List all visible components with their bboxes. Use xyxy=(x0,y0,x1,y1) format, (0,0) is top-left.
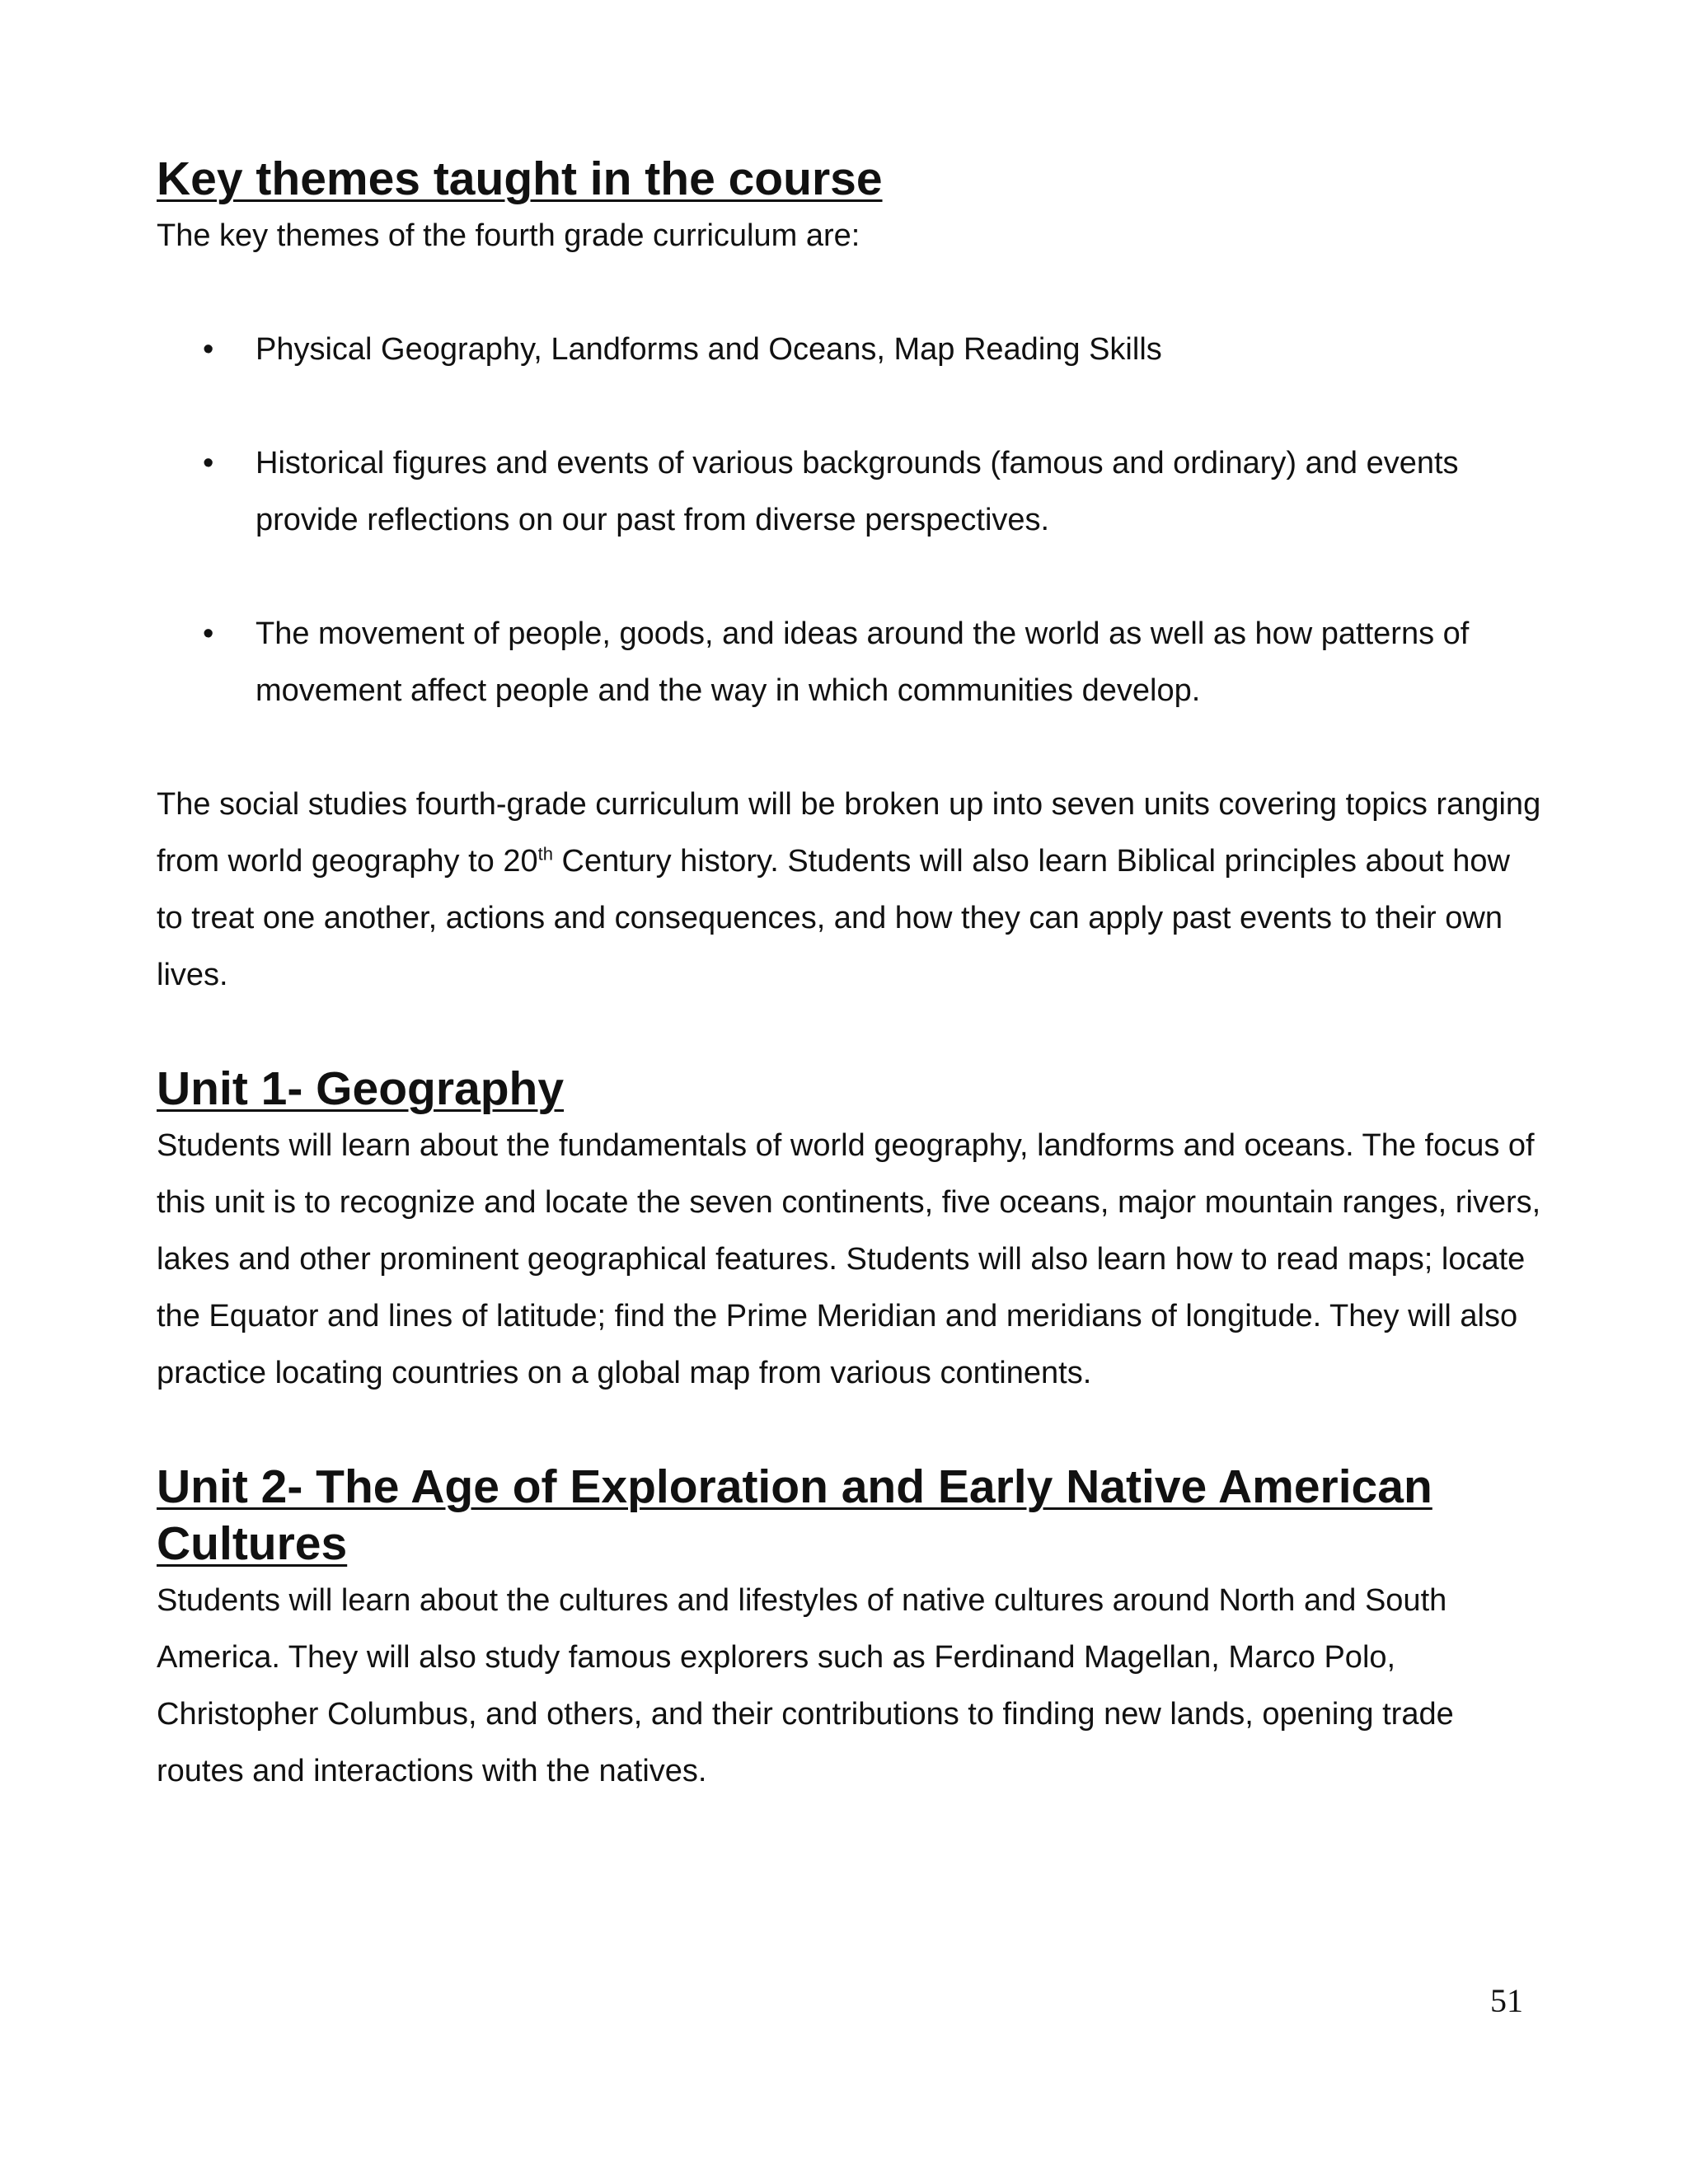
page-content xyxy=(157,151,1541,1800)
ordinal-superscript: th xyxy=(537,843,553,865)
list-item xyxy=(157,321,1541,378)
overview-text-part2: Century history. Students will also learn Biblical principles about how to treat one another, actions and consequences, and how they can apply past events to their own lives. xyxy=(157,844,1510,992)
list-item-text: Historical figures and events of various backgrounds (famous and ordinary) and events provide reflections on our past from diverse perspectives. xyxy=(256,446,1459,537)
spacer xyxy=(157,265,1541,321)
unit2-body: Students will learn about the cultures and lifestyles of native cultures around North and South America. They will also study famous explorers such as Ferdinand Magellan, Marco Polo, Christopher Columbus, and others, and their contributions to finding new lands, opening trade routes and interactions with the natives. xyxy=(157,1583,1454,1788)
unit1-heading: Unit 1- Geography xyxy=(157,1062,565,1115)
overview-text-part1: The social studies fourth-grade curriculum will be broken up into seven units covering topics ranging from world geography to 20 xyxy=(157,787,1541,879)
unit2-heading: Unit 2- The Age of Exploration and Early Native American Cultures xyxy=(157,1460,1432,1570)
spacer xyxy=(157,1004,1541,1061)
overview-paragraph xyxy=(157,776,1541,1004)
page-number: 51 xyxy=(1490,1982,1523,2019)
key-themes-heading: Key themes taught in the course xyxy=(157,152,883,205)
bullet-icon: • xyxy=(203,446,214,480)
key-themes-intro: The key themes of the fourth grade curriculum are: xyxy=(157,218,860,253)
list-item xyxy=(157,606,1541,719)
list-item xyxy=(157,435,1541,549)
key-themes-list xyxy=(157,321,1541,719)
bullet-icon: • xyxy=(203,616,214,651)
list-item-text: The movement of people, goods, and ideas around the world as well as how patterns of movement affect people and the way in which communities develop. xyxy=(256,616,1470,708)
bullet-icon: • xyxy=(203,332,214,367)
unit1-body: Students will learn about the fundamentals of world geography, landforms and oceans. The focus of this unit is to recognize and locate the seven continents, five oceans, major mountain ranges, rivers, lakes and other prominent geographical features. Students will also learn how to read maps; locate the Equator and lines of latitude; find the Prime Meridian and meridians of longitude. They will also practice locating countries on a global map from various continents. xyxy=(157,1128,1541,1390)
spacer xyxy=(157,1402,1541,1459)
list-item-text: Physical Geography, Landforms and Oceans, Map Reading Skills xyxy=(256,332,1162,367)
